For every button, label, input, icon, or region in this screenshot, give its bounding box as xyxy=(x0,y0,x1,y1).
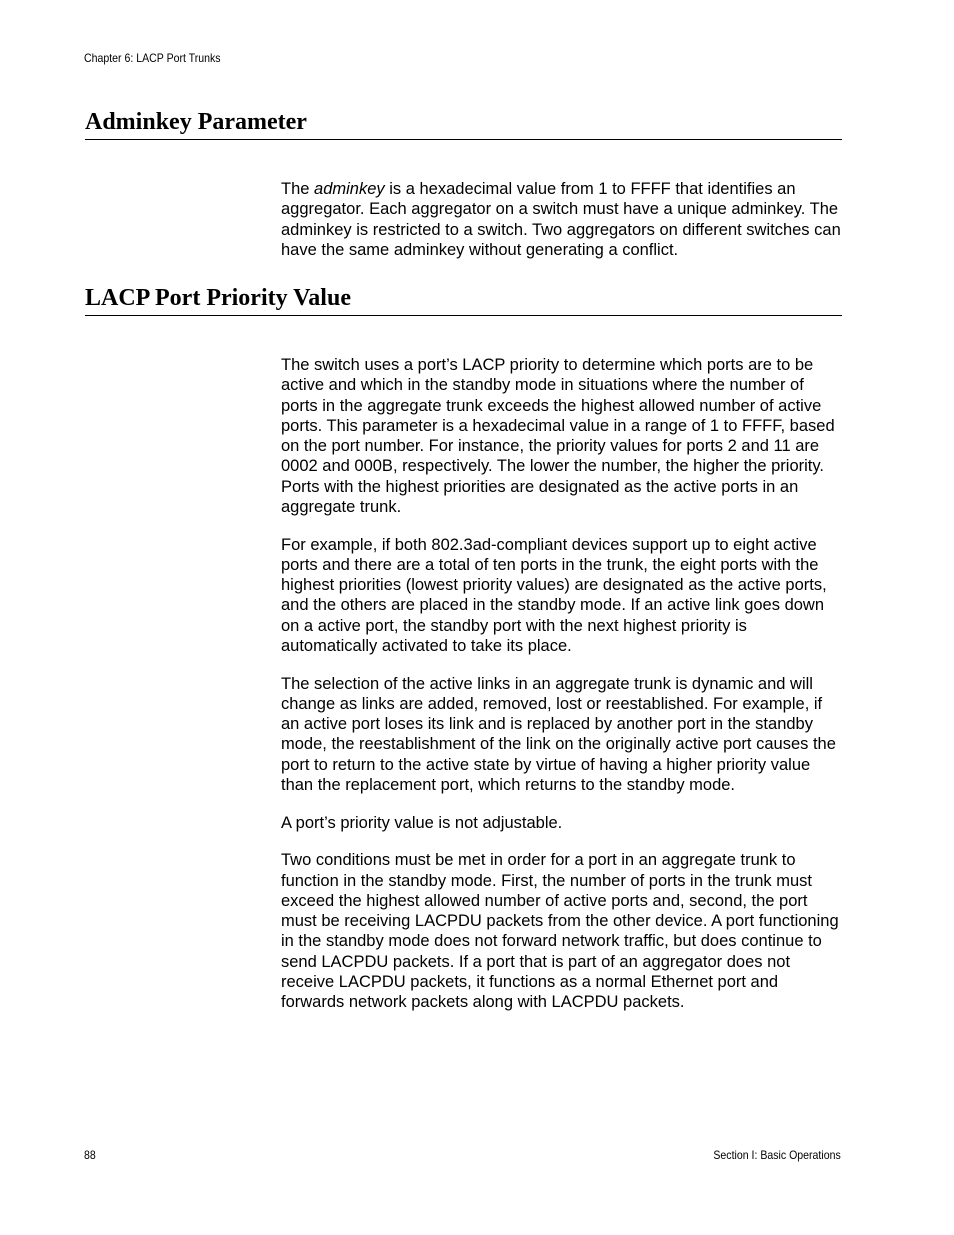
adminkey-body xyxy=(281,179,842,260)
lacp-paragraph-3: The selection of the active links in an aggregate trunk is dynamic and will change as links are added, removed, lost or reestablished. For example, if an active port loses its link and is replaced by another port in the standby mode, the reestablishment of the link on the originally active port causes the port to return to the active state by virtue of having a higher priority value than the replacement port, which returns to the standby mode. xyxy=(281,674,836,794)
section-title-adminkey: Adminkey Parameter xyxy=(85,107,842,140)
adminkey-paragraph xyxy=(281,179,842,260)
lacp-paragraph-2: For example, if both 802.3ad-compliant devices support up to eight active ports and there are a total of ten ports in the trunk, the eight ports with the highest priorities (lowest priority values) are designated as the active ports, and the others are placed in the standby mode. If an active link goes down on a active port, the standby port with the next highest priority is automatically activated to take its place. xyxy=(281,535,827,655)
lacp-paragraph-4: A port’s priority value is not adjustable. xyxy=(281,813,563,832)
lacp-priority-body xyxy=(281,355,842,1012)
section-title-lacp-priority: LACP Port Priority Value xyxy=(85,283,842,316)
running-footer-section: Section I: Basic Operations xyxy=(713,1148,841,1162)
adminkey-term: adminkey xyxy=(314,180,385,198)
running-header: Chapter 6: LACP Port Trunks xyxy=(84,51,221,65)
page-number: 88 xyxy=(84,1148,96,1162)
adminkey-paragraph-suffix: is a hexadecimal value from 1 to FFFF that identifies an aggregator. Each aggregator on a switch must have a unique adminkey. The adminkey is restricted to a switch. Two aggregators on different switches can have the same adminkey without generating a conflict. xyxy=(281,180,841,259)
lacp-paragraph-5: Two conditions must be met in order for a port in an aggregate trunk to function in the standby mode. First, the number of ports in the trunk must exceed the highest allowed number of active ports and, second, the port must be receiving LACPDU packets from the other device. A port functioning in the standby mode does not forward network traffic, but does continue to send LACPDU packets. If a port that is part of an aggregator does not receive LACPDU packets, it functions as a normal Ethernet port and forwards network packets along with LACPDU packets. xyxy=(281,851,839,1011)
lacp-paragraph-1: The switch uses a port’s LACP priority to determine which ports are to be active and which in the standby mode in situations where the number of ports in the aggregate trunk exceeds the highest allowed number of active ports. This parameter is a hexadecimal value in a range of 1 to FFFF, based on the port number. For instance, the priority values for ports 2 and 11 are 0002 and 000B, respectively. The lower the number, the higher the priority. Ports with the highest priorities are designated as the active ports in an aggregate trunk. xyxy=(281,356,835,516)
adminkey-paragraph-prefix: The xyxy=(281,180,315,198)
